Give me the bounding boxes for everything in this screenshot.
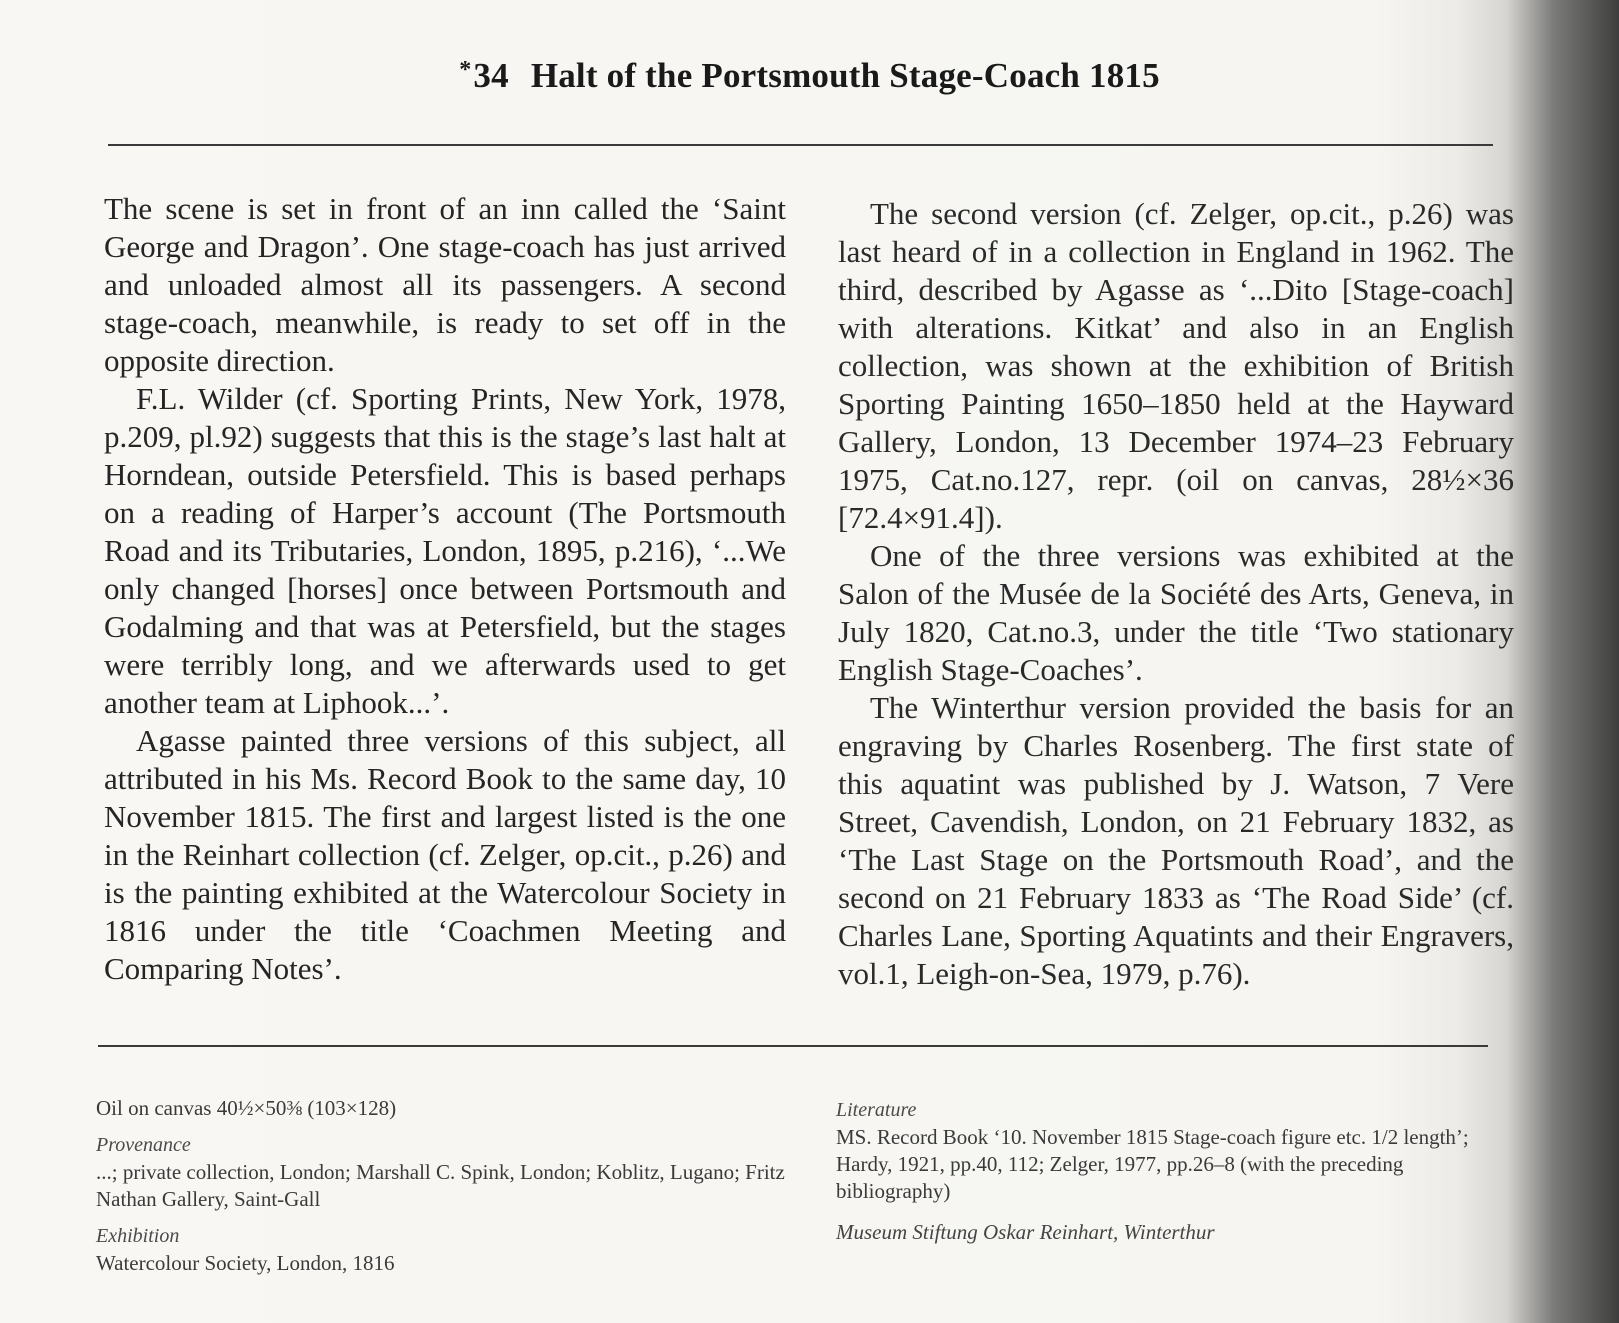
right-paragraph-1: The second version (cf. Zelger, op.cit., p.26) was last heard of in a collection in England in 1962. The third, described by Agasse as ‘...Dito [Stage-coach] with alterations. Kitkat’ and also in an English collection, was shown at the exhibition of British Sporting Painting 1650–1850 held at the Hayward Gallery, London, 13 December 1974–23 February 1975, Cat.no.127, repr. (oil on canvas, 28½×36 [72.4×91.4]).	[838, 196, 1514, 535]
exhibition-text: Watercolour Society, London, 1816	[96, 1251, 395, 1275]
left-text-column	[104, 190, 786, 988]
provenance-text: ...; private collection, London; Marshall C. Spink, London; Koblitz, Lugano; Fritz Nathan Gallery, Saint-Gall	[96, 1160, 785, 1211]
catalogue-notes-left	[96, 1095, 816, 1277]
literature-label: Literature	[836, 1099, 917, 1121]
left-paragraph-3: Agasse painted three versions of this subject, all attributed in his Ms. Record Book to the same day, 10 November 1815. The first and largest listed is the one in the Reinhart collection (cf. Zelger, op.cit., p.26) and is the painting exhibited at the Watercolour Society in 1816 under the title ‘Coachmen Meeting and Comparing Notes’.	[104, 723, 786, 986]
entry-title-text: Halt of the Portsmouth Stage-Coach 1815	[530, 56, 1160, 95]
entry-marker: *	[459, 57, 472, 83]
right-text-column	[838, 195, 1514, 993]
provenance-label: Provenance	[96, 1134, 191, 1156]
medium-dimensions: Oil on canvas 40½×50⅜ (103×128)	[96, 1096, 397, 1120]
bottom-divider	[98, 1045, 1488, 1047]
right-paragraph-2: One of the three versions was exhibited at the Salon of the Musée de la Société des Arts, Geneva, in July 1820, Cat.no.3, under the title ‘Two stationary English Stage-Coaches’.	[838, 538, 1514, 687]
entry-number: 34	[473, 56, 509, 95]
collection-owner: Museum Stiftung Oskar Reinhart, Winterthur	[836, 1220, 1215, 1244]
right-paragraph-3: The Winterthur version provided the basis for an engraving by Charles Rosenberg. The first state of this aquatint was published by J. Watson, 7 Vere Street, Cavendish, London, on 21 February 1832, as ‘The Last Stage on the Portsmouth Road’, and the second on 21 February 1833 as ‘The Road Side’ (cf. Charles Lane, Sporting Aquatints and their Engravers, vol.1, Leigh-on-Sea, 1979, p.76).	[838, 690, 1514, 991]
catalogue-notes-right	[836, 1097, 1496, 1246]
left-paragraph-1: The scene is set in front of an inn called the ‘Saint George and Dragon’. One stage-coach has just arrived and unloaded almost all its passengers. A second stage-coach, meanwhile, is ready to set off in the opposite direction.	[104, 191, 786, 378]
top-divider	[108, 144, 1493, 146]
exhibition-label: Exhibition	[96, 1225, 180, 1247]
left-paragraph-2: F.L. Wilder (cf. Sporting Prints, New York, 1978, p.209, pl.92) suggests that this is the stage’s last halt at Horndean, outside Petersfield. This is based perhaps on a reading of Harper’s account (The Portsmouth Road and its Tributaries, London, 1895, p.216), ‘...We only changed [horses] once between Portsmouth and Godalming and that was at Petersfield, but the stages were terribly long, and we afterwards used to get another team at Liphook...’.	[104, 381, 786, 720]
literature-text: MS. Record Book ‘10. November 1815 Stage-coach figure etc. 1/2 length’; Hardy, 1921, pp.40, 112; Zelger, 1977, pp.26–8 (with the preceding bibliography)	[836, 1125, 1469, 1203]
entry-title	[0, 56, 1619, 96]
